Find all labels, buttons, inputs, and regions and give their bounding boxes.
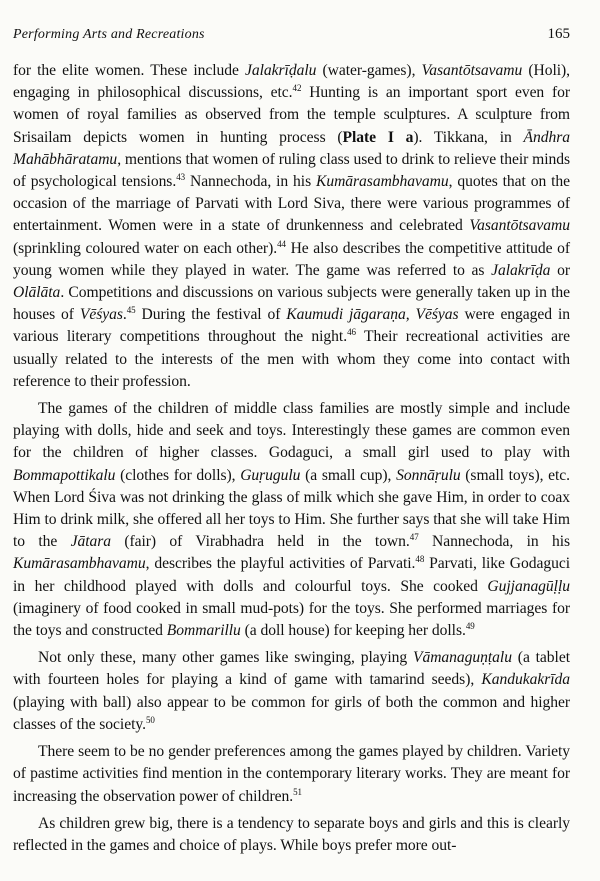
italic-term: Vasantōtsavamu [469,217,570,235]
footnote-ref: 47 [409,532,419,543]
text-run: Not only these, many other games like swinging, playing [38,649,413,667]
italic-term: Bommapottikalu [13,466,116,484]
italic-term: Jalakrīḍalu [245,62,317,79]
footnote-ref: 50 [145,714,155,725]
paragraph [13,60,570,393]
text-run: ). Tikkana, in [413,128,524,146]
italic-term: Jātara [70,533,112,551]
italic-term: Bommarillu [166,622,241,640]
text-run: (imaginery of food cooked in small mud-pots) for the toys. She performed marriages for the toys and constructed [13,599,570,640]
footnote-ref: 48 [415,554,425,565]
text-run: (fair) of Virabhadra held in the town. [111,533,410,551]
text-run: The games of the children of middle class families are mostly simple and include playing with dolls, hide and seek and toys. Interestingly these games are common even for the children of higher classes. Godaguci, a small girl used to play with [13,400,570,462]
text-run: (clothes for dolls), [115,466,241,484]
text-run: (playing with ball) also appear to be common for girls of both the common and higher classes of the society. [13,693,570,733]
page-header [13,26,570,48]
italic-term: Olālāta [13,284,61,302]
italic-term: Kandukakrīda [481,671,570,689]
text-run: Nannechoda, in his [185,173,316,191]
text-run: (a doll house) for keeping her dolls. [240,622,466,640]
text-run: (a small cup), [300,466,397,484]
text-run: (Holi), engaging in philosophical discussions, etc. [13,62,570,102]
paragraph [13,398,570,642]
text-run: Their recreational activities are usually related to the interests of the men with whom they come into contact with reference to their profession. [13,328,571,390]
italic-term: Āndhra Mahābhāratamu [13,128,570,168]
italic-term: Jalakrīḍa [491,261,551,279]
italic-term: Vēśyas [79,306,123,324]
text-run: (a tablet with fourteen holes for playing a kind of game with tamarind seeds), [13,649,570,689]
body-text [13,60,570,857]
page-number: 165 [547,26,570,42]
text-run: or [550,261,570,279]
paragraph [13,741,570,808]
text-run: (water-games), [316,62,422,79]
text-run: , describes the playful activities of Parvati. [145,555,416,573]
text-run: He also describes the competitive attitude of young women while they played in water. The game was referred to as [13,239,570,279]
italic-term: Gujjanagūḷḷu [487,577,570,595]
text-run: During the festival of [135,306,287,324]
running-title: Performing Arts and Recreations [13,27,205,42]
italic-term: Kaumudi jāgaraṇa, Vēśyas [286,306,459,324]
plate-ref: Plate I a [342,128,414,146]
text-run: . [122,306,127,324]
footnote-ref: 44 [277,238,286,249]
footnote-ref: 46 [347,327,356,338]
text-run: There seem to be no gender preferences among the games played by children. Variety of pastime activities find mention in the contemporary literary works. They are meant for increasing the observation power of children. [13,743,570,805]
italic-term: Vasantōtsavamu [421,62,523,79]
text-run: , mentions that women of ruling class used to drink to relieve their minds of psychological tensions. [13,150,570,191]
text-run: Nannechoda, in his [418,533,570,551]
footnote-ref: 45 [126,305,136,316]
text-run: were engaged in various literary competitions throughout the night. [13,306,570,346]
italic-term: Guṛugulu [240,466,301,484]
text-run: . Competitions and discussions on various subjects were generally taken up in the houses of [13,284,570,324]
paragraph [13,647,570,736]
text-run: for the elite women. These include [13,62,246,79]
italic-term: Sonnāṛulu [396,466,461,484]
footnote-ref: 49 [465,621,475,632]
italic-term: Kumārasambhavamu [315,173,449,191]
text-run: Hunting is an important sport even for women of royal families as observed from the temple sculptures. A sculpture from Srisailam depicts women in hunting process ( [13,84,571,146]
footnote-ref: 42 [292,83,302,94]
italic-term: Vāmanaguṇṭalu [412,649,512,667]
footnote-ref: 51 [293,786,302,797]
text-run: (small toys), etc. When Lord Śiva was not drinking the glass of milk which she gave Him, in order to coax Him to drink milk, she offered all her toys to Him. She further says that she will take Him to the [13,466,570,551]
footnote-ref: 43 [176,172,186,183]
italic-term: Kumārasambhavamu [13,555,146,573]
text-run: As children grew big, there is a tendency to separate boys and girls and this is clearly reflected in the games and choice of plays. While boys prefer more out- [13,814,570,854]
text-run: , quotes that on the occasion of the marriage of Parvati with Lord Siva, there were various programmes of entertainment. Women were in a state of drunkenness and celebrated [13,173,570,235]
text-run: Parvati, like Godaguci in her childhood played with dolls and colourful toys. She cooked [13,555,570,595]
paragraph [13,813,570,857]
text-run: (sprinkling coloured water on each other). [13,239,278,257]
